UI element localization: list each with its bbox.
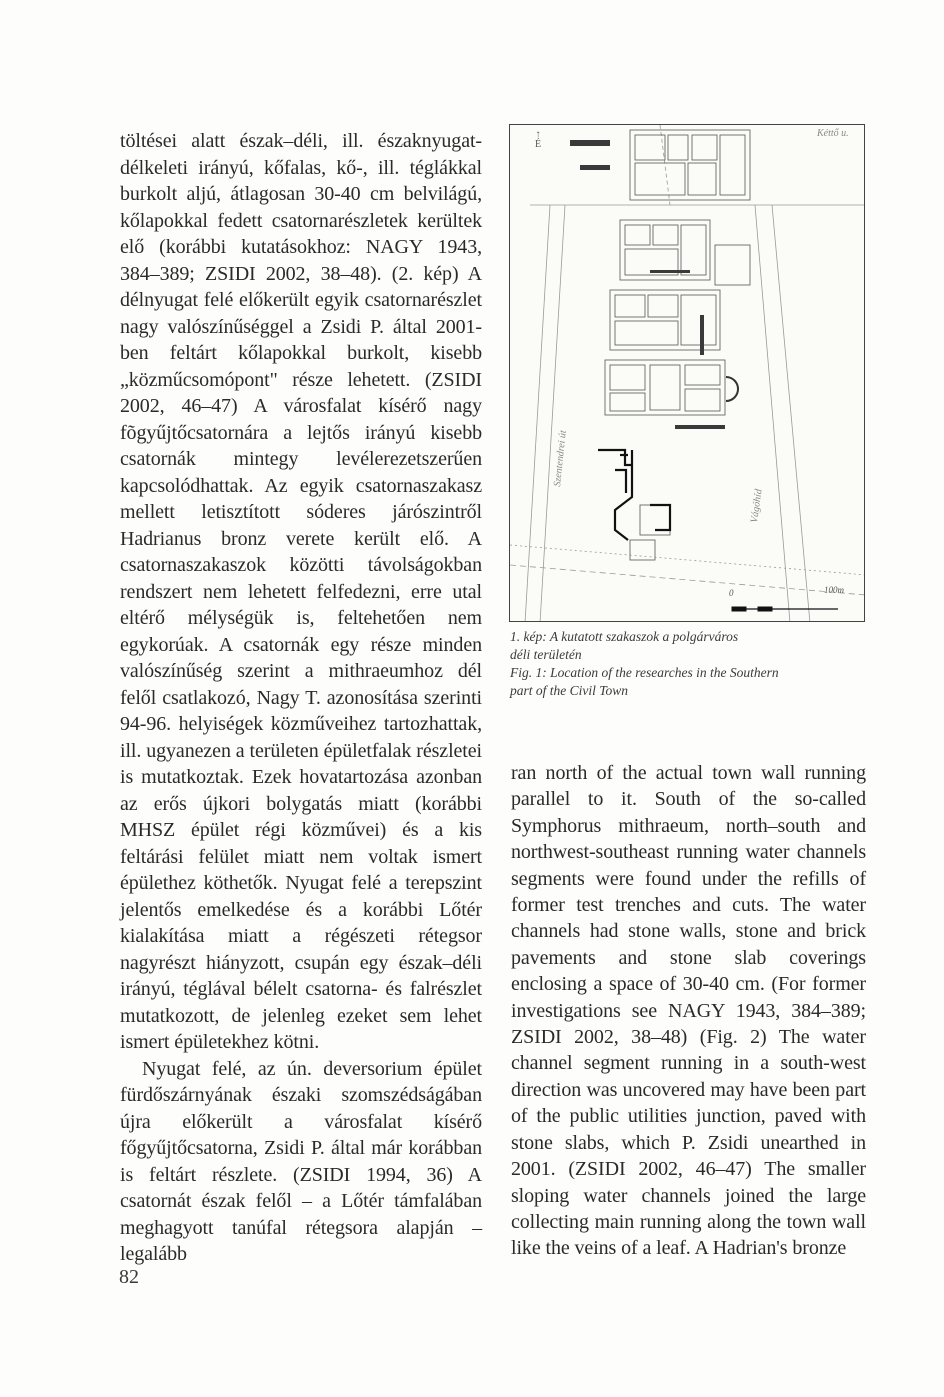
wall [675,425,725,429]
street-label-right: Vágóhíd [749,488,765,524]
research-trenches [598,450,670,540]
street-label-top: Kéttő u. [817,128,849,139]
caption-en-line-2: part of the Civil Town [510,683,629,698]
right-paragraph-1: ran north of the actual town wall running parallel to it. South of the so-called Symphorus mithraeum, north–south and northwest-southeast running water channels segments were found under the refills of former test trenches and cuts. The water channels had stone walls, stone and brick pavements and stone slab coverings enclosing a space of 30-40 cm. (For former investigations see NAGY 1943, 384–389; ZSIDI 2002, 38–48) (Fig. 2) The water channel segment running in a south-west direction was uncovered may have been part of the public utilities junction, paved with stone slabs, which P. Zsidi unearthed in 2001. (ZSIDI 2002, 46–47) The smaller sloping water channels joined the large collecting main running along the town wall like the veins of a leaf. A Hadrian's bronze [511,762,866,1260]
left-text-column [120,128,482,1268]
scale-label-start: 0 [729,588,734,598]
figure-caption [510,628,860,700]
wall [570,140,610,146]
trench-line [615,470,626,493]
building [650,365,680,410]
building [610,393,645,411]
building [681,225,706,275]
trench-line [598,450,632,465]
building [681,295,716,345]
building [692,135,717,160]
street-line [510,565,865,595]
building [685,365,720,385]
street-line [510,545,865,575]
left-paragraph-2: Nyugat felé, az ún. deversorium épület fürdőszárnyának északi szomszédságában újra előkerült a városfalat kísérő főgyűjtőcsatorna, Zsidi P. által már korábban is feltárt részlete. (ZSIDI 1994, 36) A csatornát észak felől – a Lőtér támfalában meghagyott tanúfal rétegsora alapján – legalább [120,1057,482,1265]
trench-line [615,450,632,540]
scale-bar [732,607,838,611]
caption-hu-line-2: déli területén [510,647,582,662]
building [685,389,720,411]
building [615,295,645,317]
building-outlines [605,130,750,560]
right-text-column [511,760,866,1262]
building [720,135,745,195]
building [610,365,645,390]
building [630,130,750,200]
page-number: 82 [119,1266,139,1288]
building [615,321,678,345]
building [625,225,650,245]
north-arrow-icon: ↑ [535,129,541,140]
street-line [540,205,565,622]
wall-hatching [570,140,725,429]
apse-curve [726,377,738,401]
building [635,163,685,195]
building [648,295,678,317]
trench-line [650,505,670,530]
building [653,225,678,245]
scale-segment [758,607,772,611]
building [715,245,750,285]
left-paragraph-1: töltései alatt észak–déli, ill. északnyugat-délkeleti irányú, kőfalas, kő-, ill. téglákkal burkolt aljú, átlagosan 30-40 cm belvilágú, kőlapokkal fedett csatornarészletek kerültek elő (korábbi kutatásokhoz: NAGY 1943, 384–389; ZSIDI 2002, 38–48). (2. kép) A délnyugat felé előkerült egyik csatornarészlet nagy valószínűséggel a Zsidi P. által 2001-ben feltárt kőlapokkal burkolt, kisebb „közműcsomópont" része lehetett. (ZSIDI 2002, 46–47) A városfalat kísérő nagy fõgyűjtőcsatornára a lejtős irányú kisebb csatornák mintegy levélerezetszerűen kapcsolódhattak. Az egyik csatornaszakasz mellett letisztított sóderes járószintről Hadrianus bronz verete került elő. A csatornaszakaszok közötti távolságokban rendszert nem lehetett felfedezni, erre utal eltérő mélységük is, feltehetően nem egykorúak. A csatornák egy része minden valószínűség szerint a mithraeumhoz dél felől csatlakozó, Nagy T. azonosítása szerinti 94-96. helyiségek közműveihez tartozhattak, ill. ugyanezen a területen épületfalak részletei is mutatkoztak. Ezek hovatartozása azonban az erős újkori bolygatás miatt (korábbi MHSZ épület régi közművei) és a kis feltárási felület miatt nem voltak ismert épülethez köthetők. Nyugat felé a terepszint jelentős emelkedése és a korábbi Lőtér kialakítása miatt a régészeti rétegsor nagyrészt hiányzott, csupán egy észak–déli irányú, téglával bélelt csatorna- és falrészlet mutatkozott, de jelenleg ezeket sem lehet ismert épületekhez kötni. [120,130,482,1053]
site-map-drawing [510,125,865,622]
building [668,135,688,160]
site-map-figure [509,124,865,622]
wall [580,165,610,170]
building [688,163,716,195]
street-line [525,205,550,622]
scale-label-end: 100m [824,585,844,595]
wall [650,270,690,273]
caption-hu-line-1: 1. kép: A kutatott szakaszok a polgárváros [510,629,739,644]
building [635,135,665,160]
scale-segment [732,607,746,611]
caption-en-line-1: Fig. 1: Location of the researches in the Southern [510,665,779,680]
street-line [772,205,810,622]
building [605,360,725,415]
wall [700,315,704,355]
compass [533,130,543,150]
street-label-left: Szentendrei út [552,429,569,488]
street-line [755,205,790,622]
compass-label: É [534,139,542,150]
